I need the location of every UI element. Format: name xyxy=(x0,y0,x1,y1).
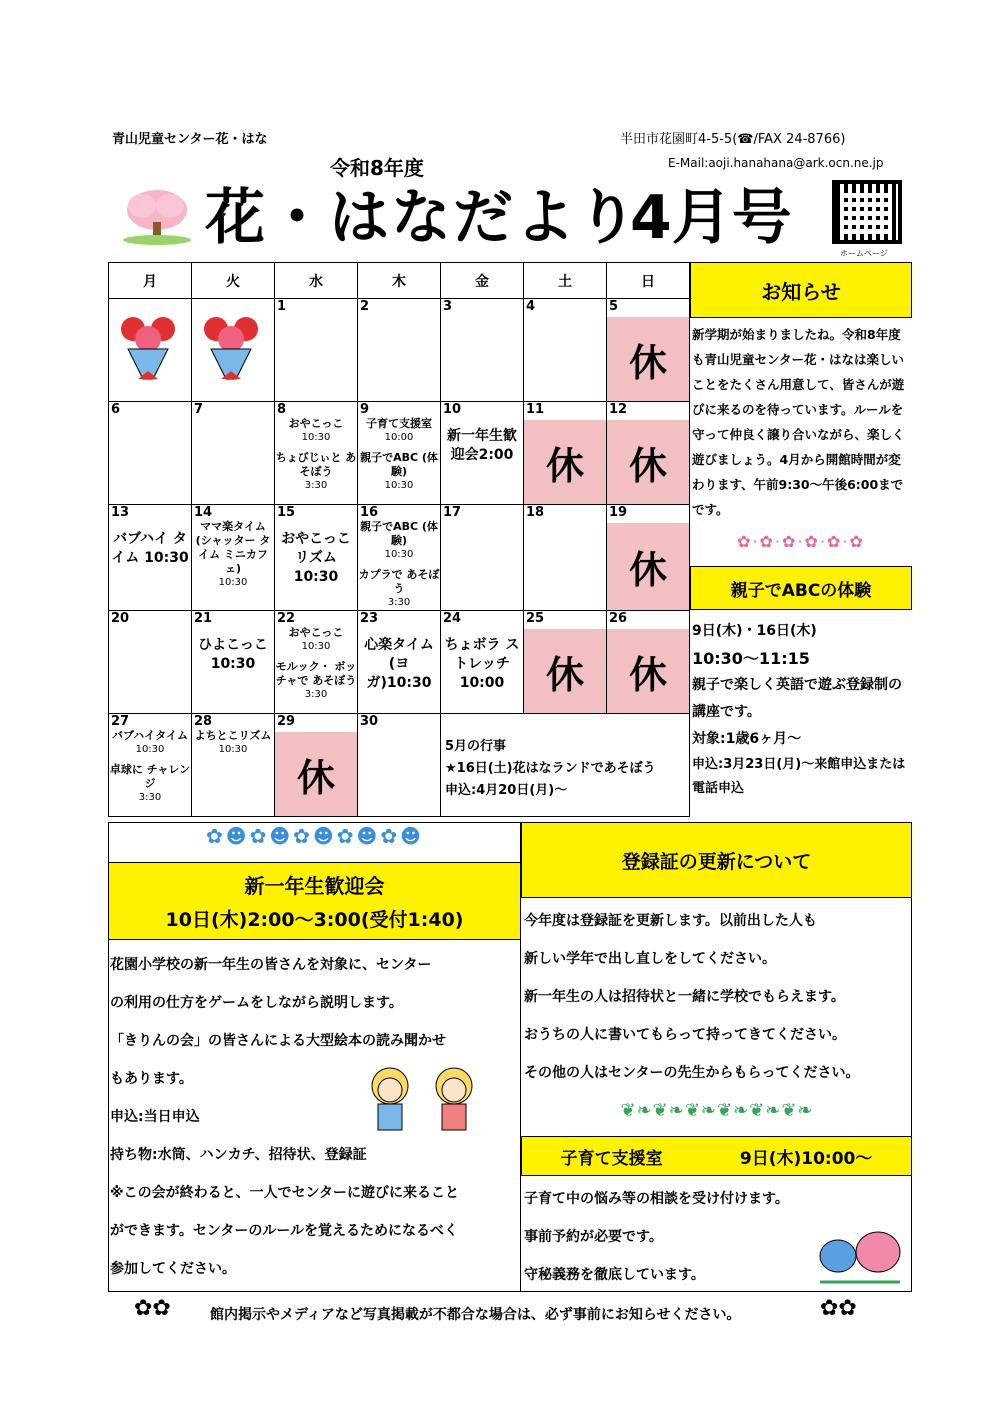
calendar-day-cell xyxy=(607,402,690,505)
welcome-line: の利用の仕方をゲームをしながら説明します。 xyxy=(110,995,403,1011)
calendar-event xyxy=(275,417,357,445)
event-time: 10:30 xyxy=(384,549,414,560)
welcome-title: 新一年生歓迎会 xyxy=(244,874,385,898)
weekday-row xyxy=(109,263,690,299)
registration-line: 今年度は登録証を更新します。以前出した人も xyxy=(524,913,817,929)
calendar-day-cell xyxy=(109,505,192,611)
abc-target: 対象:1歳6ヶ月〜 xyxy=(692,731,802,747)
day-number: 7 xyxy=(194,402,204,417)
footer-note: 館内掲示やメディアなど写真掲載が不都合な場合は、必ず事前にお知らせください。 xyxy=(210,1307,741,1323)
calendar-day-cell xyxy=(441,402,524,505)
calendar-event: 新一年生歓 迎会2:00 xyxy=(447,428,517,463)
fiscal-year: 令和8年度 xyxy=(330,156,424,180)
calendar-day-cell xyxy=(524,505,607,611)
day-number: 29 xyxy=(277,714,296,729)
weekday-header: 火 xyxy=(192,263,275,299)
calendar-day-cell xyxy=(275,299,358,402)
day-number: 20 xyxy=(111,611,130,626)
flower-icon: ✿✿ xyxy=(820,1296,857,1321)
may-event-line2: 申込:4月20日(月)〜 xyxy=(445,783,568,798)
support-header xyxy=(521,1136,912,1176)
day-number: 28 xyxy=(194,714,213,729)
weekday-header: 土 xyxy=(524,263,607,299)
calendar-day-cell xyxy=(192,611,275,714)
email: E-Mail:aoji.hanahana@ark.ocn.ne.jp xyxy=(668,156,884,170)
event-time: 10:30 xyxy=(135,744,165,755)
cherry-tree-icon xyxy=(118,186,196,246)
calendar-day-cell xyxy=(358,714,441,817)
event-name: ちょびじぃと あそぼう xyxy=(275,451,357,478)
qr-code-icon[interactable] xyxy=(832,180,902,244)
welcome-line: もあります。 xyxy=(110,1071,193,1087)
welcome-line: 花園小学校の新一年生の皆さんを対象に、センター xyxy=(110,957,432,973)
day-number: 22 xyxy=(277,611,296,626)
calendar-event: 心楽タイム (ヨガ)10:30 xyxy=(364,637,434,691)
welcome-line: ※この会が終わると、一人でセンターに遊びに来ること xyxy=(110,1185,460,1201)
day-number: 17 xyxy=(443,505,462,520)
calendar-week-row xyxy=(109,505,690,611)
calendar-event xyxy=(358,417,440,445)
flower-icon: ✿✿ xyxy=(134,1296,171,1321)
day-number: 13 xyxy=(111,505,130,520)
abc-apply: 申込:3月23日(月)〜来館申込または電話申込 xyxy=(692,757,906,796)
event-name: モルック・ ボッチャで あそぼう xyxy=(275,660,357,687)
day-number: 18 xyxy=(526,505,545,520)
may-events-cell xyxy=(441,714,690,817)
event-time: 10:30 xyxy=(218,577,248,588)
abc-info xyxy=(690,614,912,805)
birds-illustration-icon xyxy=(810,1212,908,1286)
day-number: 21 xyxy=(194,611,213,626)
event-name: カプラで あそぼう xyxy=(358,568,440,595)
event-name: 卓球に チャレンジ xyxy=(109,763,191,790)
day-number: 10 xyxy=(443,402,462,417)
weekday-header: 水 xyxy=(275,263,358,299)
registration-line: その他の人はセンターの先生からもらってください。 xyxy=(524,1065,860,1081)
calendar-event xyxy=(109,729,191,757)
abc-desc: 親子で楽しく英語で遊ぶ登録制の講座です。 xyxy=(692,677,902,720)
calendar-day-cell xyxy=(607,299,690,402)
may-event-line1: ★16日(土)花はなランドであそぼう xyxy=(445,761,656,776)
qr-label: ホームページ xyxy=(840,249,888,258)
abc-dates: 9日(木)・16日(木) xyxy=(692,623,817,639)
closed-mark: 休 xyxy=(607,523,689,610)
calendar-event xyxy=(358,520,440,562)
calendar-day-cell xyxy=(524,299,607,402)
calendar-day-cell xyxy=(441,505,524,611)
calendar-event: ちょボラ ストレッチ 10:00 xyxy=(444,637,520,691)
calendar-day-cell xyxy=(441,299,524,402)
event-time: 10:30 xyxy=(301,641,331,652)
day-number: 14 xyxy=(194,505,213,520)
event-time: 3:30 xyxy=(304,689,328,700)
calendar-day-cell xyxy=(192,714,275,817)
closed-mark: 休 xyxy=(524,629,606,713)
calendar-day-cell xyxy=(607,505,690,611)
abc-time: 10:30〜11:15 xyxy=(692,649,810,668)
notice-title: お知らせ xyxy=(690,262,912,318)
flower-bouquet-icon xyxy=(196,309,266,389)
welcome-line: 持ち物:水筒、ハンカチ、招待状、登録証 xyxy=(110,1147,367,1163)
day-number: 24 xyxy=(443,611,462,626)
calendar-event xyxy=(275,626,357,654)
calendar-day-cell xyxy=(109,611,192,714)
abc-title: 親子でABCの体験 xyxy=(690,566,912,610)
schoolkids-illustration-icon xyxy=(350,1058,500,1138)
event-time: 3:30 xyxy=(387,597,411,608)
calendar-day-cell xyxy=(358,402,441,505)
calendar-day-cell xyxy=(524,402,607,505)
day-number: 12 xyxy=(609,402,628,417)
calendar-day-cell xyxy=(358,505,441,611)
issue-label: 4月号 xyxy=(630,183,792,253)
day-number: 15 xyxy=(277,505,296,520)
newsletter-title: 花・はなだより xyxy=(205,183,639,253)
event-name: おやこっこ xyxy=(288,626,344,639)
calendar-day-cell xyxy=(109,402,192,505)
day-number: 26 xyxy=(609,611,628,626)
calendar-event xyxy=(358,451,440,493)
event-time: 10:30 xyxy=(218,744,248,755)
day-number: 19 xyxy=(609,505,628,520)
day-number: 5 xyxy=(609,299,619,314)
event-name: 親子でABC (体験) xyxy=(360,520,438,547)
calendar-week-row xyxy=(109,299,690,402)
support-line: 子育て中の悩み等の相談を受け付けます。 xyxy=(524,1191,789,1207)
event-time: 10:00 xyxy=(384,432,414,443)
calendar-week-row xyxy=(109,611,690,714)
registration-title: 登録証の更新について xyxy=(521,822,912,898)
day-number: 3 xyxy=(443,299,453,314)
calendar-event: バブハイ タイム 10:30 xyxy=(111,531,189,566)
event-name: 親子でABC (体験) xyxy=(360,451,438,478)
day-number: 23 xyxy=(360,611,379,626)
weekday-header: 金 xyxy=(441,263,524,299)
registration-line: 新しい学年で出し直しをしてください。 xyxy=(524,951,776,967)
closed-mark: 休 xyxy=(607,420,689,504)
event-name: おやこっこ xyxy=(288,417,344,430)
day-number: 27 xyxy=(111,714,130,729)
calendar-day-cell xyxy=(358,299,441,402)
welcome-header xyxy=(108,862,521,940)
calendar-day-cell xyxy=(275,611,358,714)
calendar-day-cell xyxy=(109,714,192,817)
calendar-day-cell xyxy=(109,299,192,402)
event-name: よちとこリズム xyxy=(194,729,272,742)
day-number: 6 xyxy=(111,402,121,417)
calendar-event: おやこっこ リズム 10:30 xyxy=(281,531,351,585)
day-number: 11 xyxy=(526,402,545,417)
calendar-day-cell xyxy=(275,402,358,505)
event-time: 3:30 xyxy=(304,480,328,491)
calendar-event xyxy=(192,729,274,757)
closed-mark: 休 xyxy=(275,732,357,816)
event-name: ママ楽タイム (シャッター タイム ミニカフェ) xyxy=(195,520,271,575)
registration-line: おうちの人に書いてもらって持ってきてください。 xyxy=(524,1027,846,1043)
vine-divider-icon: ❦❧❦❧❦❧❦❧❦❧❦❧ xyxy=(620,1100,814,1121)
kids-border-icon: ✿☻✿☻✿☻✿☻✿☻ xyxy=(205,824,425,848)
calendar xyxy=(108,262,690,817)
flower-bouquet-icon xyxy=(113,309,183,389)
day-number: 1 xyxy=(277,299,287,314)
closed-mark: 休 xyxy=(524,420,606,504)
calendar-day-cell xyxy=(358,611,441,714)
day-number: 4 xyxy=(526,299,536,314)
calendar-event xyxy=(358,568,440,610)
may-event-title: 5月の行事 xyxy=(445,739,507,754)
welcome-line: 申込:当日申込 xyxy=(110,1109,200,1125)
address: 半田市花園町4-5-5(☎/FAX 24-8766) xyxy=(620,132,846,147)
event-time: 3:30 xyxy=(138,792,162,803)
closed-mark: 休 xyxy=(607,317,689,401)
day-number: 9 xyxy=(360,402,370,417)
day-number: 2 xyxy=(360,299,370,314)
calendar-day-cell xyxy=(192,402,275,505)
calendar-day-cell xyxy=(524,611,607,714)
registration-body xyxy=(524,902,910,1092)
calendar-event xyxy=(275,660,357,702)
welcome-datetime: 10日(木)2:00〜3:00(受付1:40) xyxy=(165,909,464,931)
support-title: 子育て支援室 xyxy=(560,1148,663,1169)
org-name: 青山児童センター花・はな xyxy=(112,132,268,147)
day-number: 30 xyxy=(360,714,379,729)
day-number: 25 xyxy=(526,611,545,626)
calendar-event: ひよこっこ 10:30 xyxy=(198,637,268,672)
support-datetime: 9日(木)10:00〜 xyxy=(739,1148,873,1169)
day-number: 16 xyxy=(360,505,379,520)
welcome-line: 参加してください。 xyxy=(110,1261,236,1277)
support-line: 事前予約が必要です。 xyxy=(524,1229,663,1245)
welcome-line: ができます。センターのルールを覚えるためになるべく xyxy=(110,1223,459,1239)
calendar-day-cell xyxy=(441,611,524,714)
registration-line: 新一年生の人は招待状と一緒に学校でもらえます。 xyxy=(524,989,845,1005)
closed-mark: 休 xyxy=(607,629,689,713)
day-number: 8 xyxy=(277,402,287,417)
welcome-line: 「きりんの会」の皆さんによる大型絵本の読み聞かせ xyxy=(110,1033,446,1049)
event-name: バブハイタイム xyxy=(112,729,188,742)
event-time: 10:30 xyxy=(301,432,331,443)
calendar-event xyxy=(275,451,357,493)
calendar-day-cell xyxy=(192,299,275,402)
event-time: 10:30 xyxy=(384,480,414,491)
calendar-day-cell xyxy=(607,611,690,714)
notice-body: 新学期が始まりましたね。令和8年度も青山児童センター花・はなは楽しいことをたくさん用意して、皆さんが遊びに来るのを待っています。ルールを守って仲良く譲り合いながら、楽しく遊びましょう。4月から開館時間が変わります、午前9:30〜午後6:00までです。 xyxy=(692,327,905,517)
event-name: 子育て支援室 xyxy=(366,417,432,430)
calendar-day-cell xyxy=(275,714,358,817)
calendar-day-cell xyxy=(192,505,275,611)
support-line: 守秘義務を徹底しています。 xyxy=(524,1267,705,1283)
weekday-header: 日 xyxy=(607,263,690,299)
weekday-header: 月 xyxy=(109,263,192,299)
calendar-day-cell xyxy=(275,505,358,611)
calendar-event xyxy=(192,520,274,590)
weekday-header: 木 xyxy=(358,263,441,299)
calendar-week-row xyxy=(109,402,690,505)
tulip-divider-icon: ✿·✿·✿·✿·✿·✿ xyxy=(737,532,865,551)
calendar-event xyxy=(109,763,191,805)
calendar-week-row xyxy=(109,714,690,817)
